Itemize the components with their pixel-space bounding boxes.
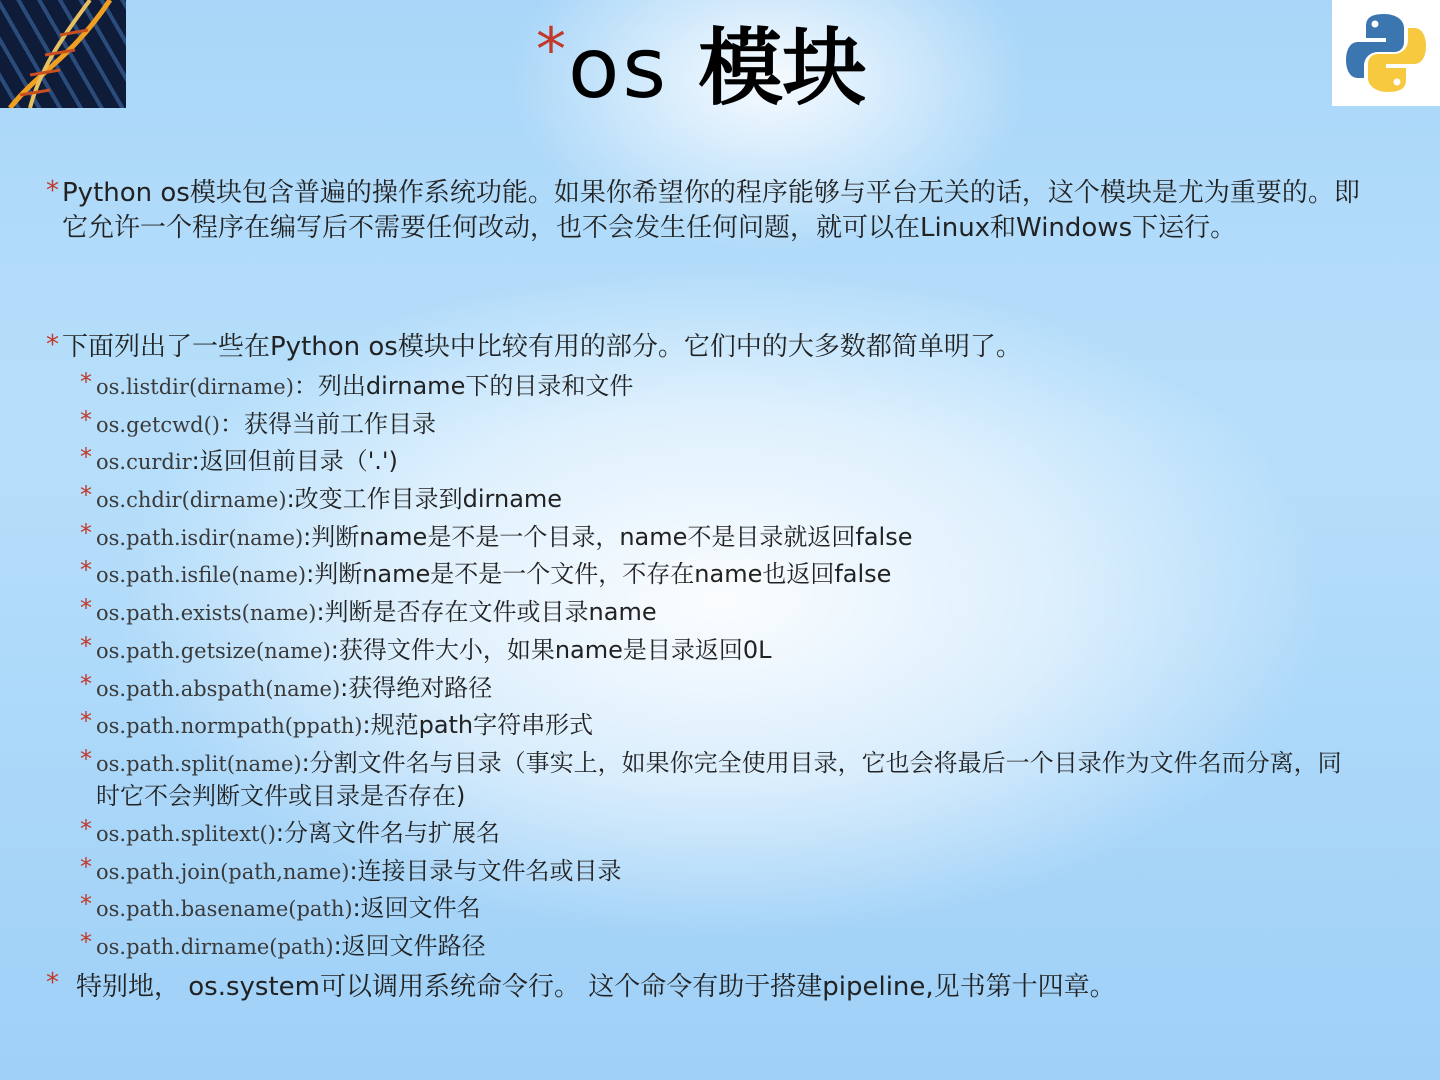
item-code: os.path.abspath(name) bbox=[96, 677, 341, 701]
item-desc: :判断name是不是一个目录，name不是目录就返回false bbox=[303, 523, 913, 551]
title-star-icon: * bbox=[536, 15, 566, 85]
python-logo bbox=[1332, 0, 1440, 106]
list-item bbox=[80, 481, 1356, 516]
bullet-star-icon: * bbox=[80, 443, 92, 471]
bullet-star-icon: * bbox=[80, 368, 92, 396]
item-desc: :判断是否存在文件或目录name bbox=[316, 598, 657, 626]
list-item bbox=[80, 519, 1356, 554]
item-code: os.listdir(dirname) bbox=[96, 375, 294, 399]
list-item bbox=[80, 815, 1356, 850]
bullet-star-icon: * bbox=[80, 594, 92, 622]
bullet-star-icon: * bbox=[80, 853, 92, 881]
item-code: os.path.join(path,name) bbox=[96, 860, 350, 884]
item-desc: :分割文件名与目录（事实上，如果你完全使用目录，它也会将最后一个目录作为文件名而分离，同时它不会判断文件或目录是否存在) bbox=[96, 749, 1342, 810]
item-desc: :返回文件路径 bbox=[333, 932, 486, 960]
list-item bbox=[80, 632, 1356, 667]
item-code: os.path.split(name) bbox=[96, 752, 302, 776]
list-intro-paragraph bbox=[46, 330, 1362, 365]
item-desc: :获得绝对路径 bbox=[340, 674, 493, 702]
item-desc: :判断name是不是一个文件，不存在name也返回false bbox=[306, 560, 892, 588]
bullet-star-icon: * bbox=[46, 176, 59, 206]
dna-keyboard-logo bbox=[0, 0, 126, 108]
item-desc: ：列出dirname下的目录和文件 bbox=[293, 372, 634, 400]
item-code: os.path.dirname(path) bbox=[96, 935, 334, 959]
bullet-star-icon: * bbox=[80, 632, 92, 660]
item-desc: ：获得当前工作目录 bbox=[219, 410, 436, 438]
item-code: os.path.exists(name) bbox=[96, 601, 317, 625]
bullet-star-icon: * bbox=[80, 890, 92, 918]
bullet-star-icon: * bbox=[80, 406, 92, 434]
list-item bbox=[80, 443, 1356, 478]
list-item bbox=[80, 556, 1356, 591]
bullet-star-icon: * bbox=[80, 928, 92, 956]
bullet-star-icon: * bbox=[80, 481, 92, 509]
bullet-star-icon: * bbox=[80, 745, 92, 773]
bullet-star-icon: * bbox=[46, 968, 59, 998]
item-code: os.chdir(dirname) bbox=[96, 488, 287, 512]
list-item bbox=[80, 368, 1356, 403]
list-intro-text: 下面列出了一些在Python os模块中比较有用的部分。它们中的大多数都简单明了。 bbox=[62, 332, 1022, 362]
final-paragraph bbox=[46, 968, 1376, 1005]
item-code: os.curdir bbox=[96, 450, 192, 474]
title-rest: 模块 bbox=[669, 19, 867, 117]
list-item bbox=[80, 594, 1356, 629]
item-desc: :改变工作目录到dirname bbox=[286, 485, 563, 513]
item-code: os.path.basename(path) bbox=[96, 897, 353, 921]
item-desc: :返回文件名 bbox=[352, 894, 481, 922]
item-code: os.getcwd() bbox=[96, 413, 220, 437]
final-text: 特别地， os.system可以调用系统命令行。 这个命令有助于搭建pipeline,见书第十四章。 bbox=[76, 972, 1116, 1002]
item-code: os.path.isdir(name) bbox=[96, 526, 304, 550]
list-item bbox=[80, 890, 1356, 925]
item-desc: :规范path字符串形式 bbox=[362, 711, 594, 739]
list-item bbox=[80, 853, 1356, 888]
item-desc: :获得文件大小，如果name是目录返回0L bbox=[330, 636, 772, 664]
title-os: os bbox=[568, 19, 670, 117]
list-item bbox=[80, 745, 1346, 812]
bullet-star-icon: * bbox=[80, 707, 92, 735]
intro-text: Python os模块包含普遍的操作系统功能。如果你希望你的程序能够与平台无关的话，这个模块是尤为重要的。即它允许一个程序在编写后不需要任何改动，也不会发生任何问题，就可以在Linux和Windows下运行。 bbox=[62, 178, 1360, 243]
bullet-star-icon: * bbox=[80, 670, 92, 698]
item-desc: :返回但前目录（'.') bbox=[191, 447, 398, 475]
intro-paragraph bbox=[46, 176, 1362, 246]
bullet-star-icon: * bbox=[46, 330, 59, 360]
list-item bbox=[80, 406, 1356, 441]
item-code: os.path.isfile(name) bbox=[96, 563, 307, 587]
item-desc: :分离文件名与扩展名 bbox=[275, 819, 500, 847]
list-item bbox=[80, 670, 1356, 705]
bullet-star-icon: * bbox=[80, 519, 92, 547]
bullet-star-icon: * bbox=[80, 556, 92, 584]
list-item bbox=[80, 707, 1356, 742]
list-item bbox=[80, 928, 1356, 963]
bullet-star-icon: * bbox=[80, 815, 92, 843]
item-code: os.path.normpath(ppath) bbox=[96, 714, 363, 738]
item-code: os.path.splitext() bbox=[96, 822, 276, 846]
slide-title bbox=[536, 15, 867, 128]
title-text bbox=[568, 18, 866, 119]
item-desc: :连接目录与文件名或目录 bbox=[349, 857, 622, 885]
item-code: os.path.getsize(name) bbox=[96, 639, 331, 663]
